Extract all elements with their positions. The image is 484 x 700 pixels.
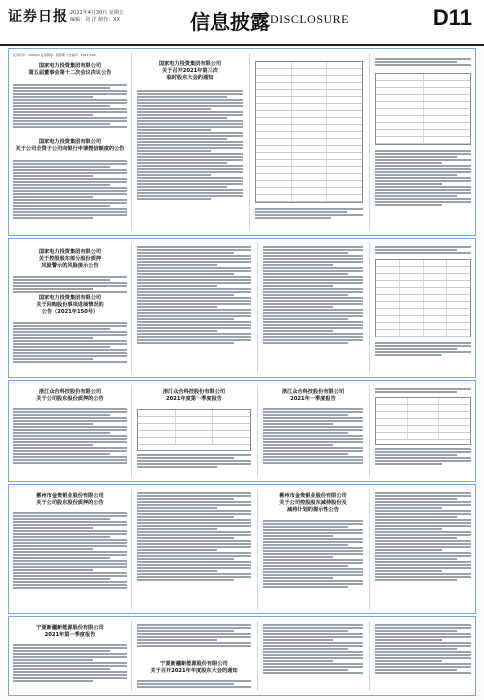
band3-column-left	[11, 385, 129, 477]
band1-mid-body	[137, 89, 243, 201]
band3-left-title-2: 关于公司股东股份质押的公告	[36, 396, 104, 402]
newspaper-logo: 证券日报	[8, 9, 68, 25]
band3-mid-title-2: 2021年度第一季度报告	[166, 396, 222, 402]
band2-title-b3: 公告（2021年150号）	[41, 309, 99, 315]
band1-notice-1	[11, 63, 129, 77]
band4-mid-title-3: 减持计划的提示性公告	[287, 507, 339, 513]
band2-title-b2: 关于回购股份事项进展情况的	[36, 302, 104, 308]
band4-left-title-1: 郴州市金贵银业股份有限公司	[36, 493, 104, 499]
band3-mid-title-1: 浙江众合科技股份有限公司	[162, 389, 226, 395]
band1-column-middle	[135, 53, 245, 231]
band1-column-right	[373, 53, 473, 231]
band3-table	[375, 397, 471, 445]
band1-notice-2	[11, 139, 129, 153]
band5-mid-title-2: 关于召开2021年年度股东大会的通知	[150, 668, 238, 674]
masthead	[0, 0, 484, 46]
band1-mid-title-2: 关于召开2021年第三次	[162, 68, 218, 74]
masthead-date: 2021年4月30日 星期五	[70, 10, 124, 16]
band3-right-title-2: 2021年一季度报告	[290, 396, 336, 402]
band1-mid-title-3: 临时股东大会的通知	[166, 75, 214, 81]
band1-left-title-1: 国家电力投资集团有限公司	[38, 63, 102, 69]
band2-column-left	[11, 243, 129, 373]
band1-code-line: 证券代码：300XXX 证券简称：凯恩斯 公告编号：2021-XXX	[13, 53, 96, 57]
band2-title-a2: 关于控股股东部分股份质押	[38, 256, 102, 262]
band1-left-title-4: 关于公司全资子公司向银行申请授信额度的公告	[15, 146, 125, 152]
announcement-band-2	[8, 238, 476, 378]
band1-left-body-1	[13, 83, 127, 129]
page-number: D11	[432, 5, 472, 30]
band2-title-a1: 国家电力投资集团有限公司	[38, 249, 102, 255]
band1-table-notes	[255, 207, 363, 220]
band2-column-table	[373, 243, 473, 373]
band3-column-table	[373, 385, 473, 477]
section-title: 信息披露	[190, 10, 270, 34]
band5-mid-title-1: 宁夏新疆新能源股份有限公司	[160, 661, 228, 667]
band1-left-title-3: 国家电力投资集团有限公司	[38, 139, 102, 145]
band1-table	[255, 61, 363, 203]
band1-right-table	[375, 73, 471, 145]
band5-column-mid	[135, 621, 253, 691]
band2-column-2	[135, 243, 253, 373]
band4-column-mid	[135, 489, 253, 609]
band1-column-left	[11, 53, 129, 231]
band2-table	[375, 259, 471, 337]
announcement-band-4	[8, 484, 476, 614]
band1-right-body	[375, 149, 471, 207]
band2-notice-2	[11, 295, 129, 316]
band5-column-left	[11, 621, 129, 691]
band5-left-title-2: 2021年第一季度报告	[44, 632, 96, 638]
announcement-band-5	[8, 616, 476, 696]
band4-column-far-right	[373, 489, 473, 609]
band2-left-body-2	[13, 321, 127, 364]
band3-column-mid	[135, 385, 253, 477]
band4-column-right	[261, 489, 365, 609]
band4-mid-title-2: 关于公司控股股东减持股份及	[279, 500, 347, 506]
band5-column-far-right	[373, 621, 473, 691]
band2-column-3	[261, 243, 365, 373]
band1-left-body-2	[13, 159, 127, 220]
band1-notice-3	[135, 61, 245, 82]
band5-left-title-1: 宁夏新疆新能源股份有限公司	[36, 625, 104, 631]
band3-right-title-1: 浙江众合科技股份有限公司	[281, 389, 345, 395]
announcement-band-1	[8, 48, 476, 236]
band5-column-right	[261, 621, 365, 691]
band2-left-body-1	[13, 275, 127, 294]
band2-title-b1: 国家电力投资集团有限公司	[38, 295, 102, 301]
band4-column-left	[11, 489, 129, 609]
band3-column-right	[261, 385, 365, 477]
band2-title-a3: 风险警示的风险提示公告	[41, 263, 99, 269]
announcement-band-3	[8, 380, 476, 482]
band1-right-body-top	[375, 57, 471, 67]
band4-left-title-2: 关于公司股东股份质押的公告	[36, 500, 104, 506]
masthead-editor: 编辑：刘 洋 制作：XX	[70, 17, 121, 23]
band1-column-table	[253, 53, 365, 231]
band3-mid-table	[137, 409, 251, 451]
band1-mid-title-1: 国家电力投资集团有限公司	[158, 61, 222, 67]
band1-left-title-2: 第五届董事会第十二次会议决议公告	[28, 70, 112, 76]
band2-notice-1	[11, 249, 129, 270]
band3-left-title-1: 浙江众合科技股份有限公司	[38, 389, 102, 395]
band4-mid-title-1: 郴州市金贵银业股份有限公司	[279, 493, 347, 499]
section-title-english: DISCLOSURE	[270, 12, 350, 26]
masthead-meta	[70, 10, 124, 24]
